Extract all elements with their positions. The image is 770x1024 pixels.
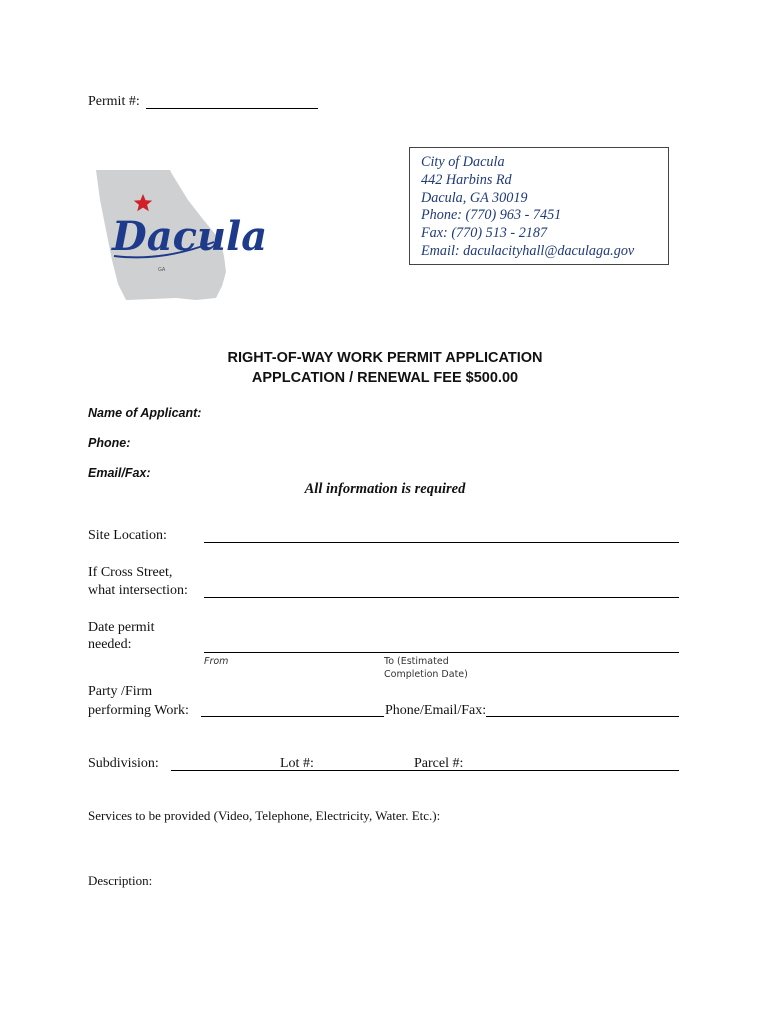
services-label: Services to be provided (Video, Telephone, Electricity, Water. Etc.): — [88, 808, 441, 823]
party-firm-label: Party /Firm — [88, 684, 153, 699]
party-contact-field[interactable] — [486, 716, 679, 717]
date-needed-field[interactable] — [204, 652, 679, 653]
parcel-label: Parcel #: — [414, 756, 464, 771]
city-address-box — [409, 147, 669, 265]
permit-number-field[interactable] — [146, 108, 318, 109]
required-notice: All information is required — [304, 481, 466, 497]
to-date-hint: To (Estimated — [384, 656, 449, 667]
form-title: RIGHT-OF-WAY WORK PERMIT APPLICATION — [227, 350, 543, 366]
applicant-phone-label: Phone: — [88, 436, 131, 450]
logo-state: GA — [158, 267, 166, 273]
cross-street-label: If Cross Street, — [88, 565, 173, 580]
georgia-map-icon — [92, 160, 268, 310]
subdivision-label: Subdivision: — [88, 756, 159, 771]
city-state-zip: Dacula, GA 30019 — [421, 189, 528, 206]
site-location-field[interactable] — [204, 542, 679, 543]
performing-work-label: performing Work: — [88, 703, 189, 718]
permit-number-label: Permit #: — [88, 94, 140, 109]
intersection-label: what intersection: — [88, 583, 188, 598]
site-location-label: Site Location: — [88, 528, 167, 543]
street-address: 442 Harbins Rd — [421, 171, 512, 188]
party-contact-label: Phone/Email/Fax: — [385, 703, 487, 718]
intersection-field[interactable] — [204, 597, 679, 598]
date-permit-label: Date permit — [88, 620, 155, 635]
party-firm-field[interactable] — [201, 716, 384, 717]
applicant-name-label: Name of Applicant: — [88, 406, 202, 420]
logo-wordmark: Dacula — [112, 213, 268, 260]
form-fee: APPLCATION / RENEWAL FEE $500.00 — [251, 370, 519, 386]
completion-date-hint: Completion Date) — [384, 669, 468, 680]
city-email: Email: daculacityhall@daculaga.gov — [421, 242, 635, 259]
from-date-hint: From — [204, 656, 229, 667]
city-phone: Phone: (770) 963 - 7451 — [421, 207, 562, 224]
dacula-logo — [92, 160, 268, 310]
applicant-email-label: Email/Fax: — [88, 466, 151, 480]
date-needed-label: needed: — [88, 637, 132, 652]
city-name: City of Dacula — [421, 154, 505, 170]
city-fax: Fax: (770) 513 - 2187 — [421, 225, 548, 242]
description-label: Description: — [88, 873, 153, 888]
lot-label: Lot #: — [280, 756, 314, 771]
